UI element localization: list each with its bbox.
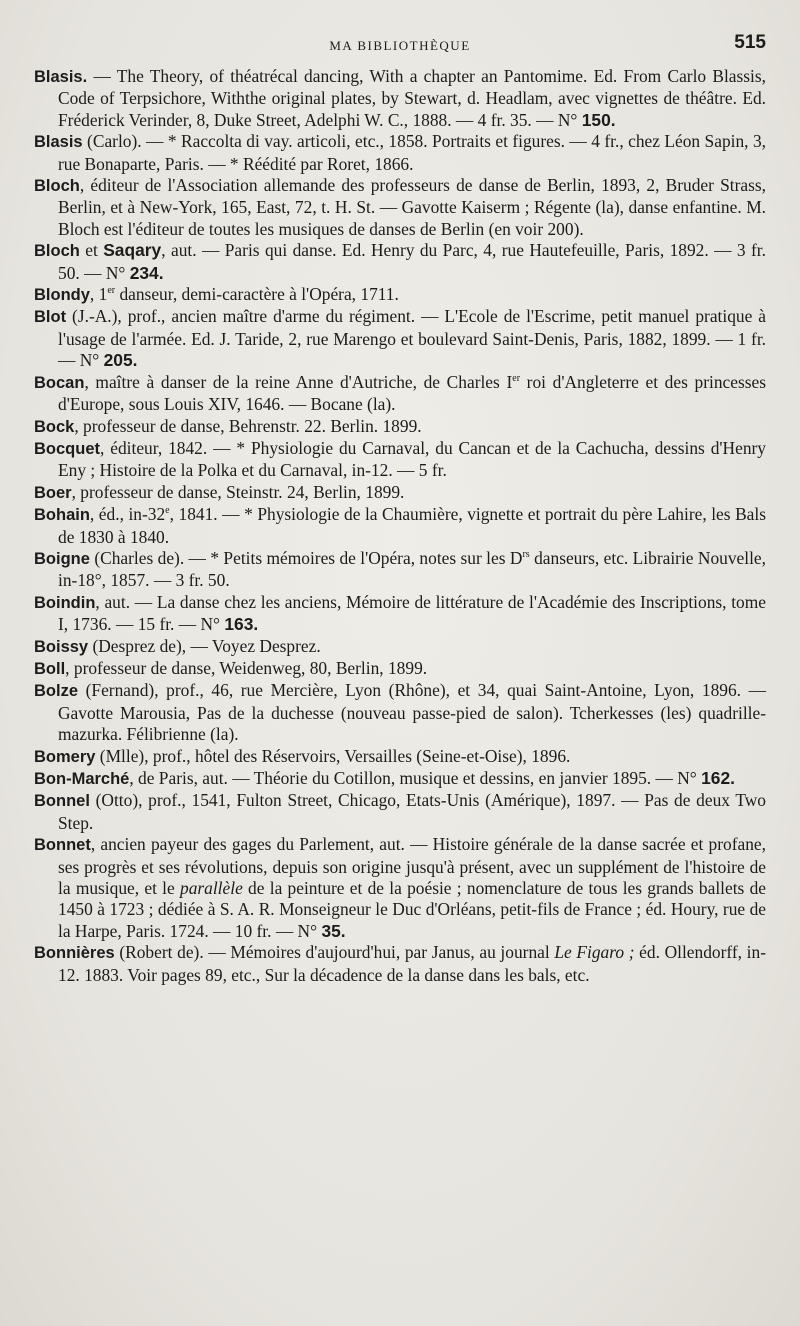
bibliography-entry: [34, 482, 766, 504]
entry-text: , éditeur, 1842. — * Physiologie du Carnaval, du Cancan et de la Cachucha, dessins d'Henry Eny ; Histoire de la Polka et du Carnaval, in-12. — 5 fr.: [58, 437, 766, 481]
catalog-number: 35.: [321, 920, 346, 941]
entry-text: roi d'Angleterre et des princesses d'Europe, sous Louis XIV, 1646. — Bocane (la).: [58, 371, 766, 415]
catalog-number: 234.: [129, 262, 164, 283]
entry-headword: Boissy: [34, 637, 89, 656]
entry-headword: Bomery: [34, 747, 96, 766]
entry-headword: Bloch: [34, 242, 80, 261]
bibliography-entry: [34, 240, 766, 284]
entry-text: , professeur de danse, Weidenweg, 80, Berlin, 1899.: [65, 657, 428, 678]
entry-text: , maître à danser de la reine Anne d'Autriche, de Charles I: [84, 371, 513, 392]
entry-headword: Bon-Marché: [34, 770, 130, 788]
entry-text: et: [79, 240, 104, 261]
entry-text: de la peinture et de la poésie ; nomenclature de tous les grands ballets de 1450 à 1723 ; dédiée à S. A. R. Monseigneur le Duc d'Orléans, petit-fils de France ; éd. Houry, rue de la Harpe, Paris. 1724. — 10 fr. — N°: [58, 878, 767, 941]
entry-headword: Blot: [34, 308, 67, 327]
entry-headword: Bonnet: [34, 836, 91, 855]
entry-headword: Blondy: [34, 286, 90, 305]
entry-text: , de Paris, aut. — Théorie du Cotillon, musique et dessins, en janvier 1895. — N°: [129, 768, 702, 788]
bibliography-entry: [34, 548, 766, 592]
entry-headword: Boer: [34, 483, 72, 502]
entry-text: (Carlo). — * Raccolta di vay. articoli, etc., 1858. Portraits et figures. — 4 fr., chez Léon Sapin, 3, rue Bonaparte, Paris. — * Réédité par Roret, 1866.: [58, 131, 766, 174]
entry-text: , aut. — La danse chez les anciens, Mémoire de littérature de l'Académie des Inscriptions, tome I, 1736. — 15 fr. — N°: [58, 591, 766, 635]
bibliography-entry: [34, 834, 766, 942]
entry-text: (Robert de). — Mémoires d'aujourd'hui, par Janus, au journal: [114, 942, 555, 963]
entry-text: (Mlle), prof., hôtel des Réservoirs, Versailles (Seine-et-Oise), 1896.: [95, 745, 571, 766]
catalog-number: Saqary: [103, 240, 162, 261]
bibliography-entry: [34, 175, 766, 240]
entry-text: , ancien payeur des gages du Parlement, aut. — Histoire générale de la danse sacrée et profane, ses progrès et ses révolutions, depuis son origine jusqu'à présent, avec un supplément de l'histoire de la musique, et le: [58, 834, 766, 899]
entry-headword: Blasis.: [34, 68, 88, 86]
entry-headword: Bocquet: [34, 439, 100, 458]
running-title: MA BIBLIOTHÈQUE: [329, 38, 471, 53]
entry-text: (Otto), prof., 1541, Fulton Street, Chicago, Etats-Unis (Amérique), 1897. — Pas de deux Two Step.: [58, 790, 766, 833]
entry-text: éd. Ollendorff, in-12. 1883. Voir pages 89, etc., Sur la décadence de la danse dans les bals, etc.: [58, 942, 766, 985]
bibliography-entry: [34, 438, 766, 482]
entry-text: , 1: [89, 284, 108, 305]
catalog-number: 162.: [701, 768, 735, 788]
entry-text: — The Theory, of théatrécal dancing, With a chapter an Pantomime. Ed. From Carlo Blassis, Code of Terpsichore, Withthe original plates, by Stewart, d. Headlam, avec vignettes de théâtre. Ed. Fréderick Verinder, 8, Duke Street, Adelphi W. C., 1888. — 4 fr. 35. — N°: [58, 66, 766, 130]
superscript: er: [107, 285, 116, 297]
bibliography-entry: [34, 768, 766, 790]
entry-headword: Boigne: [34, 549, 90, 568]
superscript: er: [512, 372, 521, 384]
entry-text: danseur, demi-caractère à l'Opéra, 1711.: [115, 284, 399, 305]
entry-text: , professeur de danse, Behrenstr. 22. Berlin. 1899.: [74, 415, 422, 436]
superscript: e: [165, 505, 170, 517]
bibliography-entry: [34, 504, 766, 548]
entry-text: , professeur de danse, Steinstr. 24, Berlin, 1899.: [71, 481, 405, 502]
entry-text: (Fernand), prof., 46, rue Mercière, Lyon (Rhône), et 34, quai Saint-Antoine, Lyon, 1896. — Gavotte Marousia, Pas de la duchesse (nouveau passe-pied de salon). Tcherkesses (les) quadrille-mazurka. Félibrienne (la).: [58, 680, 766, 745]
bibliography-entry: [34, 592, 766, 636]
entry-headword: Bonnel: [34, 792, 90, 811]
entry-headword: Blasis: [34, 133, 83, 152]
entry-headword: Bocan: [34, 373, 85, 392]
bibliography-entry: [34, 658, 766, 680]
entry-headword: Bolze: [34, 682, 79, 701]
bibliography-entry: [34, 680, 766, 745]
bibliography-entry: [34, 746, 766, 768]
entry-headword: Boindin: [34, 593, 96, 612]
entry-text: , éd., in-32: [89, 504, 166, 525]
bibliography-entry: [34, 131, 766, 175]
bibliography-entry: [34, 372, 766, 416]
entry-headword: Bonnières: [34, 944, 115, 963]
entry-text: (J.-A.), prof., ancien maître d'arme du régiment. — L'Ecole de l'Escrime, petit manuel pratique à l'usage de l'armée. Ed. J. Taride, 2, rue Marengo et boulevard Saint-Denis, Paris, 1882, 1899. — 1 fr. — N°: [58, 306, 766, 371]
entry-headword: Boll: [34, 659, 66, 678]
entry-headword: Bohain: [34, 506, 90, 525]
superscript: rs: [522, 549, 530, 561]
italic-title: parallèle: [180, 878, 243, 899]
running-header: [34, 30, 766, 64]
catalog-number: 163.: [224, 614, 259, 635]
bibliography-entry: [34, 284, 766, 306]
bibliography-entries: [34, 66, 766, 986]
bibliography-entry: [34, 416, 766, 438]
page-number: 515: [734, 32, 766, 53]
entry-text: , éditeur de l'Association allemande des professeurs de danse de Berlin, 1893, 2, Bruder Strass, Berlin, et à New-York, 165, East, 72, t. H. St. — Gavotte Kaiserm ; Régente (la), danse enfantine. M. Bloch est l'éditeur de toutes les musiques de danses de Berlin (en voir 200).: [58, 175, 766, 239]
bibliography-entry: [34, 942, 766, 986]
catalog-number: 205.: [103, 350, 138, 371]
entry-text: (Desprez de), — Voyez Desprez.: [88, 635, 321, 656]
bibliography-entry: [34, 636, 766, 658]
entry-text: , 1841. — * Physiologie de la Chaumière, vignette et portrait du père Lahire, les Bals de 1830 à 1840.: [58, 504, 766, 547]
entry-text: (Charles de). — * Petits mémoires de l'Opéra, notes sur les D: [89, 547, 523, 568]
entry-headword: Bock: [34, 417, 75, 436]
bibliography-entry: [34, 790, 766, 834]
bibliography-entry: [34, 306, 766, 371]
italic-title: Le Figaro ;: [554, 942, 635, 963]
catalog-number: 150.: [581, 109, 616, 130]
entry-headword: Bloch: [34, 177, 80, 196]
bibliography-entry: [34, 66, 766, 131]
entry-text: danseurs, etc. Librairie Nouvelle, in-18°, 1857. — 3 fr. 50.: [58, 547, 766, 591]
entry-text: , aut. — Paris qui danse. Ed. Henry du Parc, 4, rue Hautefeuille, Paris, 1892. — 3 fr. 50. — N°: [58, 240, 766, 283]
